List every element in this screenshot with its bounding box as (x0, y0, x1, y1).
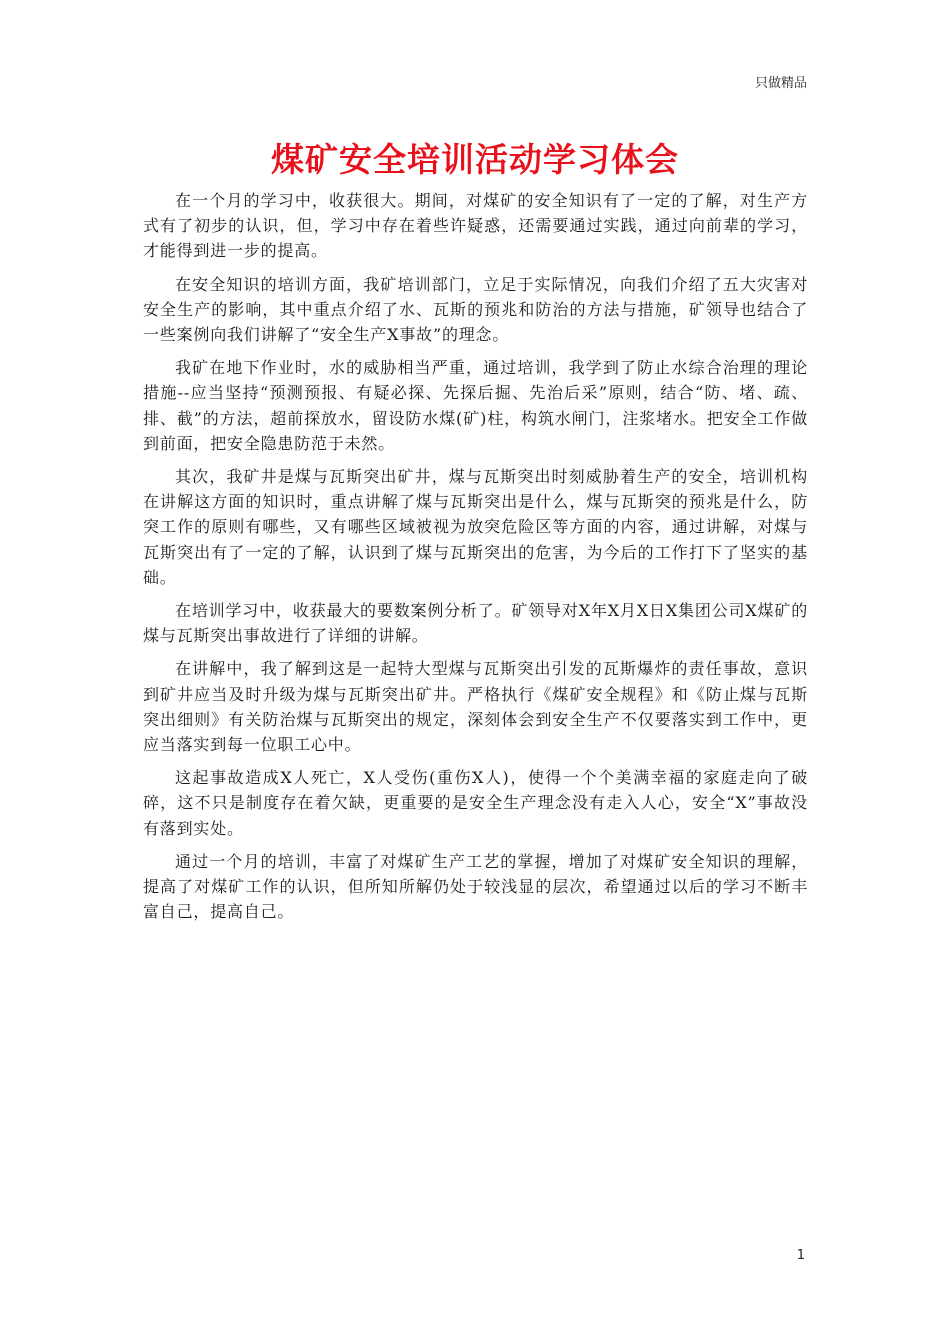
paragraph-7: 这起事故造成X人死亡，X人受伤(重伤X人)，使得一个个美满幸福的家庭走向了破碎，这不只是制度存在着欠缺，更重要的是安全生产理念没有走入人心，安全“X”事故没有落到实处。 (143, 768, 808, 838)
paragraph-2: 在安全知识的培训方面，我矿培训部门，立足于实际情况，向我们介绍了五大灾害对安全生产的影响，其中重点介绍了水、瓦斯的预兆和防治的方法与措施，矿领导也结合了一些案例向我们讲解了“安全生产X事故”的理念。 (143, 274, 808, 345)
paragraph-3: 我矿在地下作业时，水的威胁相当严重，通过培训，我学到了防止水综合治理的理论措施--应当坚持“预测预报、有疑必探、先探后掘、先治后采”原则，结合“防、堵、疏、排、截”的方法，超前探放水，留设防水煤(矿)柱，构筑水闸门，注浆堵水。把安全工作做到前面，把安全隐患防范于未然。 (143, 358, 808, 453)
paragraph-5: 在培训学习中，收获最大的要数案例分析了。矿领导对X年X月X日X集团公司X煤矿的煤与瓦斯突出事故进行了详细的讲解。 (143, 601, 808, 646)
paragraph-6: 在讲解中，我了解到这是一起特大型煤与瓦斯突出引发的瓦斯爆炸的责任事故，意识到矿井应当及时升级为煤与瓦斯突出矿井。严格执行《煤矿安全规程》和《防止煤与瓦斯突出细则》有关防治煤与瓦斯突出的规定，深刻体会到安全生产不仅要落实到工作中，更应当落实到每一位职工心中。 (143, 659, 808, 755)
paragraph-8: 通过一个月的培训，丰富了对煤矿生产工艺的掌握，增加了对煤矿安全知识的理解，提高了对煤矿工作的认识，但所知所解仍处于较浅显的层次，希望通过以后的学习不断丰富自己，提高自己。 (143, 851, 808, 922)
document-body (143, 188, 808, 932)
page-number: 1 (796, 1248, 805, 1263)
paragraph-4: 其次，我矿井是煤与瓦斯突出矿井，煤与瓦斯突出时刻威胁着生产的安全，培训机构在讲解这方面的知识时，重点讲解了煤与瓦斯突出是什么，煤与瓦斯突的预兆是什么，防突工作的原则有哪些，又有哪些区域被视为放突危险区等方面的内容，通过讲解，对煤与瓦斯突出有了一定的了解，认识到了煤与瓦斯突出的危害，为今后的工作打下了坚实的基础。 (143, 467, 808, 587)
document-title: 煤矿安全培训活动学习体会 (271, 140, 679, 179)
paragraph-1: 在一个月的学习中，收获很大。期间，对煤矿的安全知识有了一定的了解，对生产方式有了初步的认识，但，学习中存在着些许疑惑，还需要通过实践，通过向前辈的学习，才能得到进一步的提高。 (143, 191, 808, 261)
header-note: 只做精品 (754, 76, 807, 91)
